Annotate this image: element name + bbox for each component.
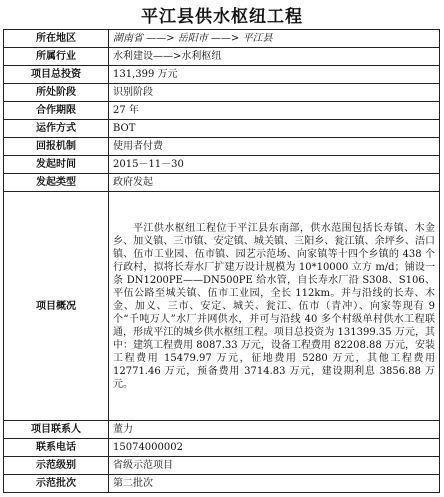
- table-row: [4, 457, 440, 475]
- row-label: 合作期限: [4, 102, 109, 120]
- row-value: 湖南省 ——> 岳阳市 ——> 平江县: [109, 30, 440, 48]
- row-value: 董力: [109, 421, 440, 439]
- row-value: 27 年: [109, 102, 440, 120]
- table-row: [4, 48, 440, 66]
- table-row: [4, 475, 440, 493]
- row-value: 使用者付费: [109, 138, 440, 156]
- table-row: [4, 84, 440, 102]
- row-value: 15074000002: [109, 439, 440, 457]
- row-label: 项目联系人: [4, 421, 109, 439]
- table-row: [4, 138, 440, 156]
- table-row: [4, 120, 440, 138]
- row-label: 所处阶段: [4, 84, 109, 102]
- overview-text: 平江供水枢纽工程位于平江县东南部，供水范围包括长寿镇、木金乡、加义镇、三市镇、安定镇、城关镇、三阳乡、瓮江镇、余坪乡、浯口镇、伍市工业园、伍市镇、园艺示范场、向家镇等十四个乡镇的 438 个行政村，拟将长寿水厂扩建万设计规模为 10*10000 立方 m/d；铺设一条 DN1200PE——DN500PE 给水管，自长寿水厂沿 S308、S106、平伍公路至城关镇、伍市工业园，全长 112km。并与沿线的长寿、木金、加义、三市、安定、城关、瓮江、伍市（青冲）、向家等现有 9 个“千吨万人”水厂并网供水，并可与沿线 40 多个村级单村供水工程联通，形成平江的城乡供水枢纽工程。项目总投资为 131399.35 万元，其中：建筑工程费用 8087.33 万元，设备工程费用 82208.88 万元，安装工程费用 15479.97 万元，征地费用 5280 万元，其他工程费用 12771.46 万元，预备费用 3714.83 万元，建设期利息 3856.88 万元。: [109, 192, 440, 421]
- row-label: 发起类型: [4, 174, 109, 192]
- table-row: [4, 102, 440, 120]
- row-value: BOT: [109, 120, 440, 138]
- overview-label: 项目概况: [4, 192, 109, 421]
- row-value: 水利建设——>水利枢纽: [109, 48, 440, 66]
- row-label: 回报机制: [4, 138, 109, 156]
- row-label: 发起时间: [4, 156, 109, 174]
- row-label: 示范级别: [4, 457, 109, 475]
- row-value: 2015－11－30: [109, 156, 440, 174]
- row-label: 项目总投资: [4, 66, 109, 84]
- table-row: [4, 174, 440, 192]
- row-label: 所在地区: [4, 30, 109, 48]
- table-row: [4, 30, 440, 48]
- overview-row: [4, 192, 440, 421]
- row-value: 省级示范项目: [109, 457, 440, 475]
- row-label: 示范批次: [4, 475, 109, 493]
- project-info-table: [3, 29, 440, 493]
- row-label: 所属行业: [4, 48, 109, 66]
- table-row: [4, 66, 440, 84]
- row-value: 政府发起: [109, 174, 440, 192]
- row-label: 联系电话: [4, 439, 109, 457]
- row-label: 运作方式: [4, 120, 109, 138]
- row-value: 131,399 万元: [109, 66, 440, 84]
- document-title: 平江县供水枢纽工程: [141, 6, 303, 27]
- row-value: 识别阶段: [109, 84, 440, 102]
- table-row: [4, 156, 440, 174]
- table-row: [4, 439, 440, 457]
- table-row: [4, 421, 440, 439]
- row-value: 第二批次: [109, 475, 440, 493]
